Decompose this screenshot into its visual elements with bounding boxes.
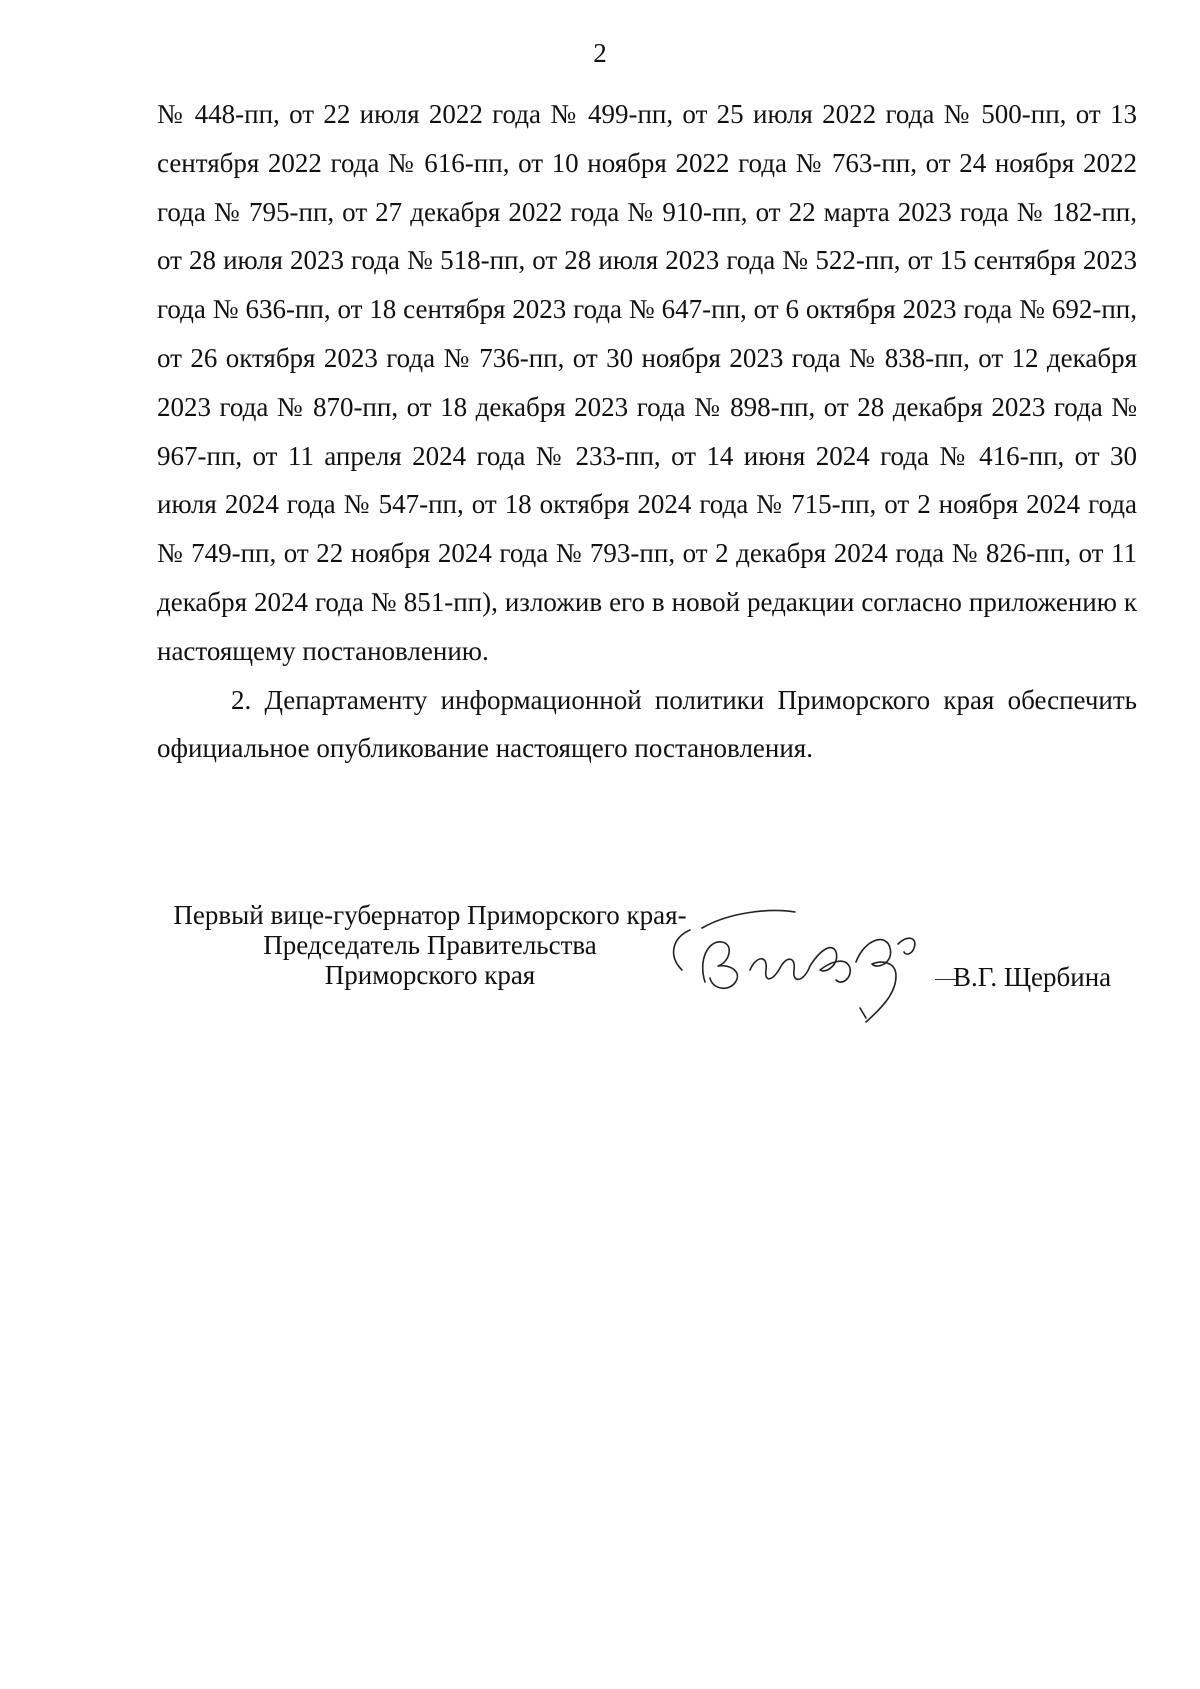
paragraph-item-2: 2. Департаменту информационной политики Приморского края обеспечить официальное опубликование настоящего постановления. [157,684,1137,764]
handwritten-signature [660,890,960,1030]
paragraph-continuation: № 448-пп, от 22 июля 2022 года № 499-пп, от 25 июля 2022 года № 500-пп, от 13 сентября 2022 года № 616-пп, от 10 ноября 2022 года № 763-пп, от 24 ноября 2022 года № 795-пп, от 27 декабря 2022 года № 910-пп, от 22 марта 2023 года № 182-пп, от 28 июля 2023 года № 518-пп, от 28 июля 2023 года № 522-пп, от 15 сентября 2023 года № 636-пп, от 18 сентября 2023 года № 647-пп, от 6 октября 2023 года № 692-пп, от 26 октября 2023 года № 736-пп, от 30 ноября 2023 года № 838-пп, от 12 декабря 2023 года № 870-пп, от 18 декабря 2023 года № 898-пп, от 28 декабря 2023 года № 967-пп, от 11 апреля 2024 года № 233-пп, от 14 июня 2024 года № 416-пп, от 30 июля 2024 года № 547-пп, от 18 октября 2024 года № 715-пп, от 2 ноября 2024 года № 749-пп, от 22 ноября 2024 года № 793-пп, от 2 декабря 2024 года № 826-пп, от 11 декабря 2024 года № 851-пп), изложив его в новой редакции согласно приложению к настоящему постановлению. [157,99,1137,666]
signatory-name: В.Г. Щербина [953,962,1112,992]
signatory-title-line: Председатель Правительства [263,930,597,960]
signatory-title [140,900,720,990]
signatory-title-line: Первый вице-губернатор Приморского края- [173,900,687,930]
page-number: 2 [593,38,607,68]
signatory-title-line: Приморского края [324,960,536,990]
document-body [157,90,1137,773]
